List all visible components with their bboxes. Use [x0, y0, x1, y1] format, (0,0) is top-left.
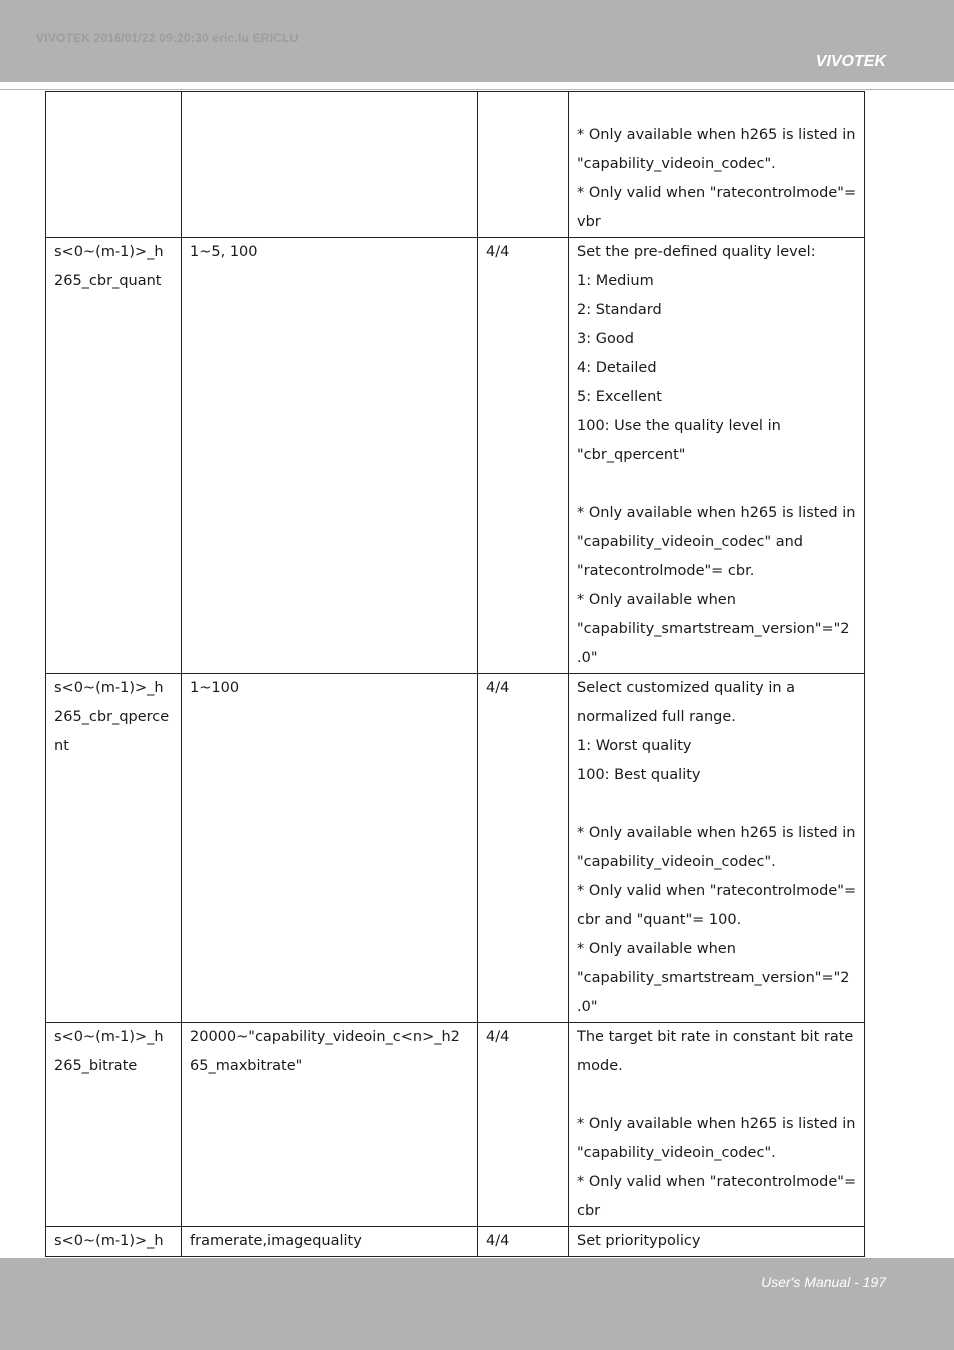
cell-line: 265_bitrate [54, 1058, 138, 1074]
param-value-cell [182, 674, 478, 1023]
param-security-cell [478, 238, 569, 674]
table-row [46, 92, 865, 238]
cell-line: 100: Best quality [577, 767, 701, 783]
param-description-cell [569, 674, 865, 1023]
param-security-cell [478, 1023, 569, 1227]
cell-line: * Only available when [577, 592, 736, 608]
param-value-cell [182, 238, 478, 674]
cell-line: 3: Good [577, 331, 634, 347]
cell-line: 65_maxbitrate" [190, 1058, 303, 1074]
cell-line: "capability_videoin_codec". [577, 854, 776, 870]
cell-line: "cbr_qpercent" [577, 447, 686, 463]
cell-line: s<0~(m-1)>_h [54, 1233, 164, 1249]
param-value-cell [182, 92, 478, 238]
cell-line: * Only valid when "ratecontrolmode"= [577, 1174, 857, 1190]
page-number-label: User's Manual - 197 [761, 1274, 886, 1290]
table-row [46, 674, 865, 1023]
brand-logo-text: VIVOTEK [815, 53, 886, 70]
blank-line [577, 92, 860, 121]
cell-line: 4: Detailed [577, 360, 657, 376]
cell-line: 100: Use the quality level in [577, 418, 781, 434]
cell-line: s<0~(m-1)>_h [54, 680, 164, 696]
param-name-cell [46, 1023, 182, 1227]
param-security-cell [478, 674, 569, 1023]
cell-line: Set the pre-defined quality level: [577, 244, 816, 260]
cell-line: .0" [577, 650, 598, 666]
cell-line: 1: Worst quality [577, 738, 692, 754]
cell-line: "capability_videoin_codec". [577, 156, 776, 172]
cell-line: 2: Standard [577, 302, 662, 318]
cell-line: s<0~(m-1)>_h [54, 244, 164, 260]
blank-line [577, 470, 860, 499]
header-divider [0, 89, 954, 90]
param-security-cell [478, 1227, 569, 1257]
param-value-cell [182, 1227, 478, 1257]
blank-line [190, 92, 469, 121]
param-description-cell [569, 92, 865, 238]
page-footer [0, 1258, 954, 1350]
cell-line: The target bit rate in constant bit rate [577, 1029, 854, 1045]
cell-line: * Only available when h265 is listed in [577, 505, 856, 521]
cell-line: "capability_smartstream_version"="2 [577, 970, 850, 986]
cell-line: * Only available when h265 is listed in [577, 1116, 856, 1132]
cell-line: * Only available when h265 is listed in [577, 127, 856, 143]
cell-line: * Only valid when "ratecontrolmode"= [577, 185, 857, 201]
param-description-cell [569, 1023, 865, 1227]
param-name-cell [46, 92, 182, 238]
cell-line: .0" [577, 999, 598, 1015]
cell-line: 5: Excellent [577, 389, 662, 405]
parameter-table [45, 91, 865, 1257]
cell-line: 4/4 [486, 1029, 510, 1045]
table-row [46, 1023, 865, 1227]
cell-line: Set prioritypolicy [577, 1233, 701, 1249]
param-name-cell [46, 238, 182, 674]
page-header [0, 0, 954, 82]
cell-line: * Only valid when "ratecontrolmode"= [577, 883, 857, 899]
cell-line: 4/4 [486, 244, 510, 260]
blank-line [577, 790, 860, 819]
cell-line: "capability_smartstream_version"="2 [577, 621, 850, 637]
cell-line: * Only available when [577, 941, 736, 957]
blank-line [54, 92, 173, 121]
cell-line: 20000~"capability_videoin_c<n>_h2 [190, 1029, 460, 1045]
param-description-cell [569, 238, 865, 674]
cell-line: * Only available when h265 is listed in [577, 825, 856, 841]
cell-line: cbr [577, 1203, 601, 1219]
table-row [46, 238, 865, 674]
param-security-cell [478, 92, 569, 238]
cell-line: s<0~(m-1)>_h [54, 1029, 164, 1045]
param-name-cell [46, 674, 182, 1023]
cell-line: 4/4 [486, 680, 510, 696]
cell-line: "ratecontrolmode"= cbr. [577, 563, 755, 579]
cell-line: vbr [577, 214, 601, 230]
blank-line [486, 92, 560, 121]
table-row [46, 1227, 865, 1257]
cell-line: normalized full range. [577, 709, 736, 725]
cell-line: 265_cbr_qperce [54, 709, 170, 725]
cell-line: 1~5, 100 [190, 244, 258, 260]
cell-line: Select customized quality in a [577, 680, 796, 696]
parameter-table-body [46, 92, 865, 1257]
header-watermark: VIVOTEK 2016/01/22 09:20:30 eric.lu ERICLU [36, 31, 299, 45]
cell-line: 4/4 [486, 1233, 510, 1249]
param-description-cell [569, 1227, 865, 1257]
cell-line: nt [54, 738, 69, 754]
cell-line: framerate,imagequality [190, 1233, 362, 1249]
cell-line: mode. [577, 1058, 623, 1074]
cell-line: "capability_videoin_codec". [577, 1145, 776, 1161]
cell-line: cbr and "quant"= 100. [577, 912, 742, 928]
param-value-cell [182, 1023, 478, 1227]
cell-line: 1~100 [190, 680, 240, 696]
cell-line: 1: Medium [577, 273, 654, 289]
blank-line [577, 1081, 860, 1110]
cell-line: "capability_videoin_codec" and [577, 534, 803, 550]
cell-line: 265_cbr_quant [54, 273, 162, 289]
param-name-cell [46, 1227, 182, 1257]
